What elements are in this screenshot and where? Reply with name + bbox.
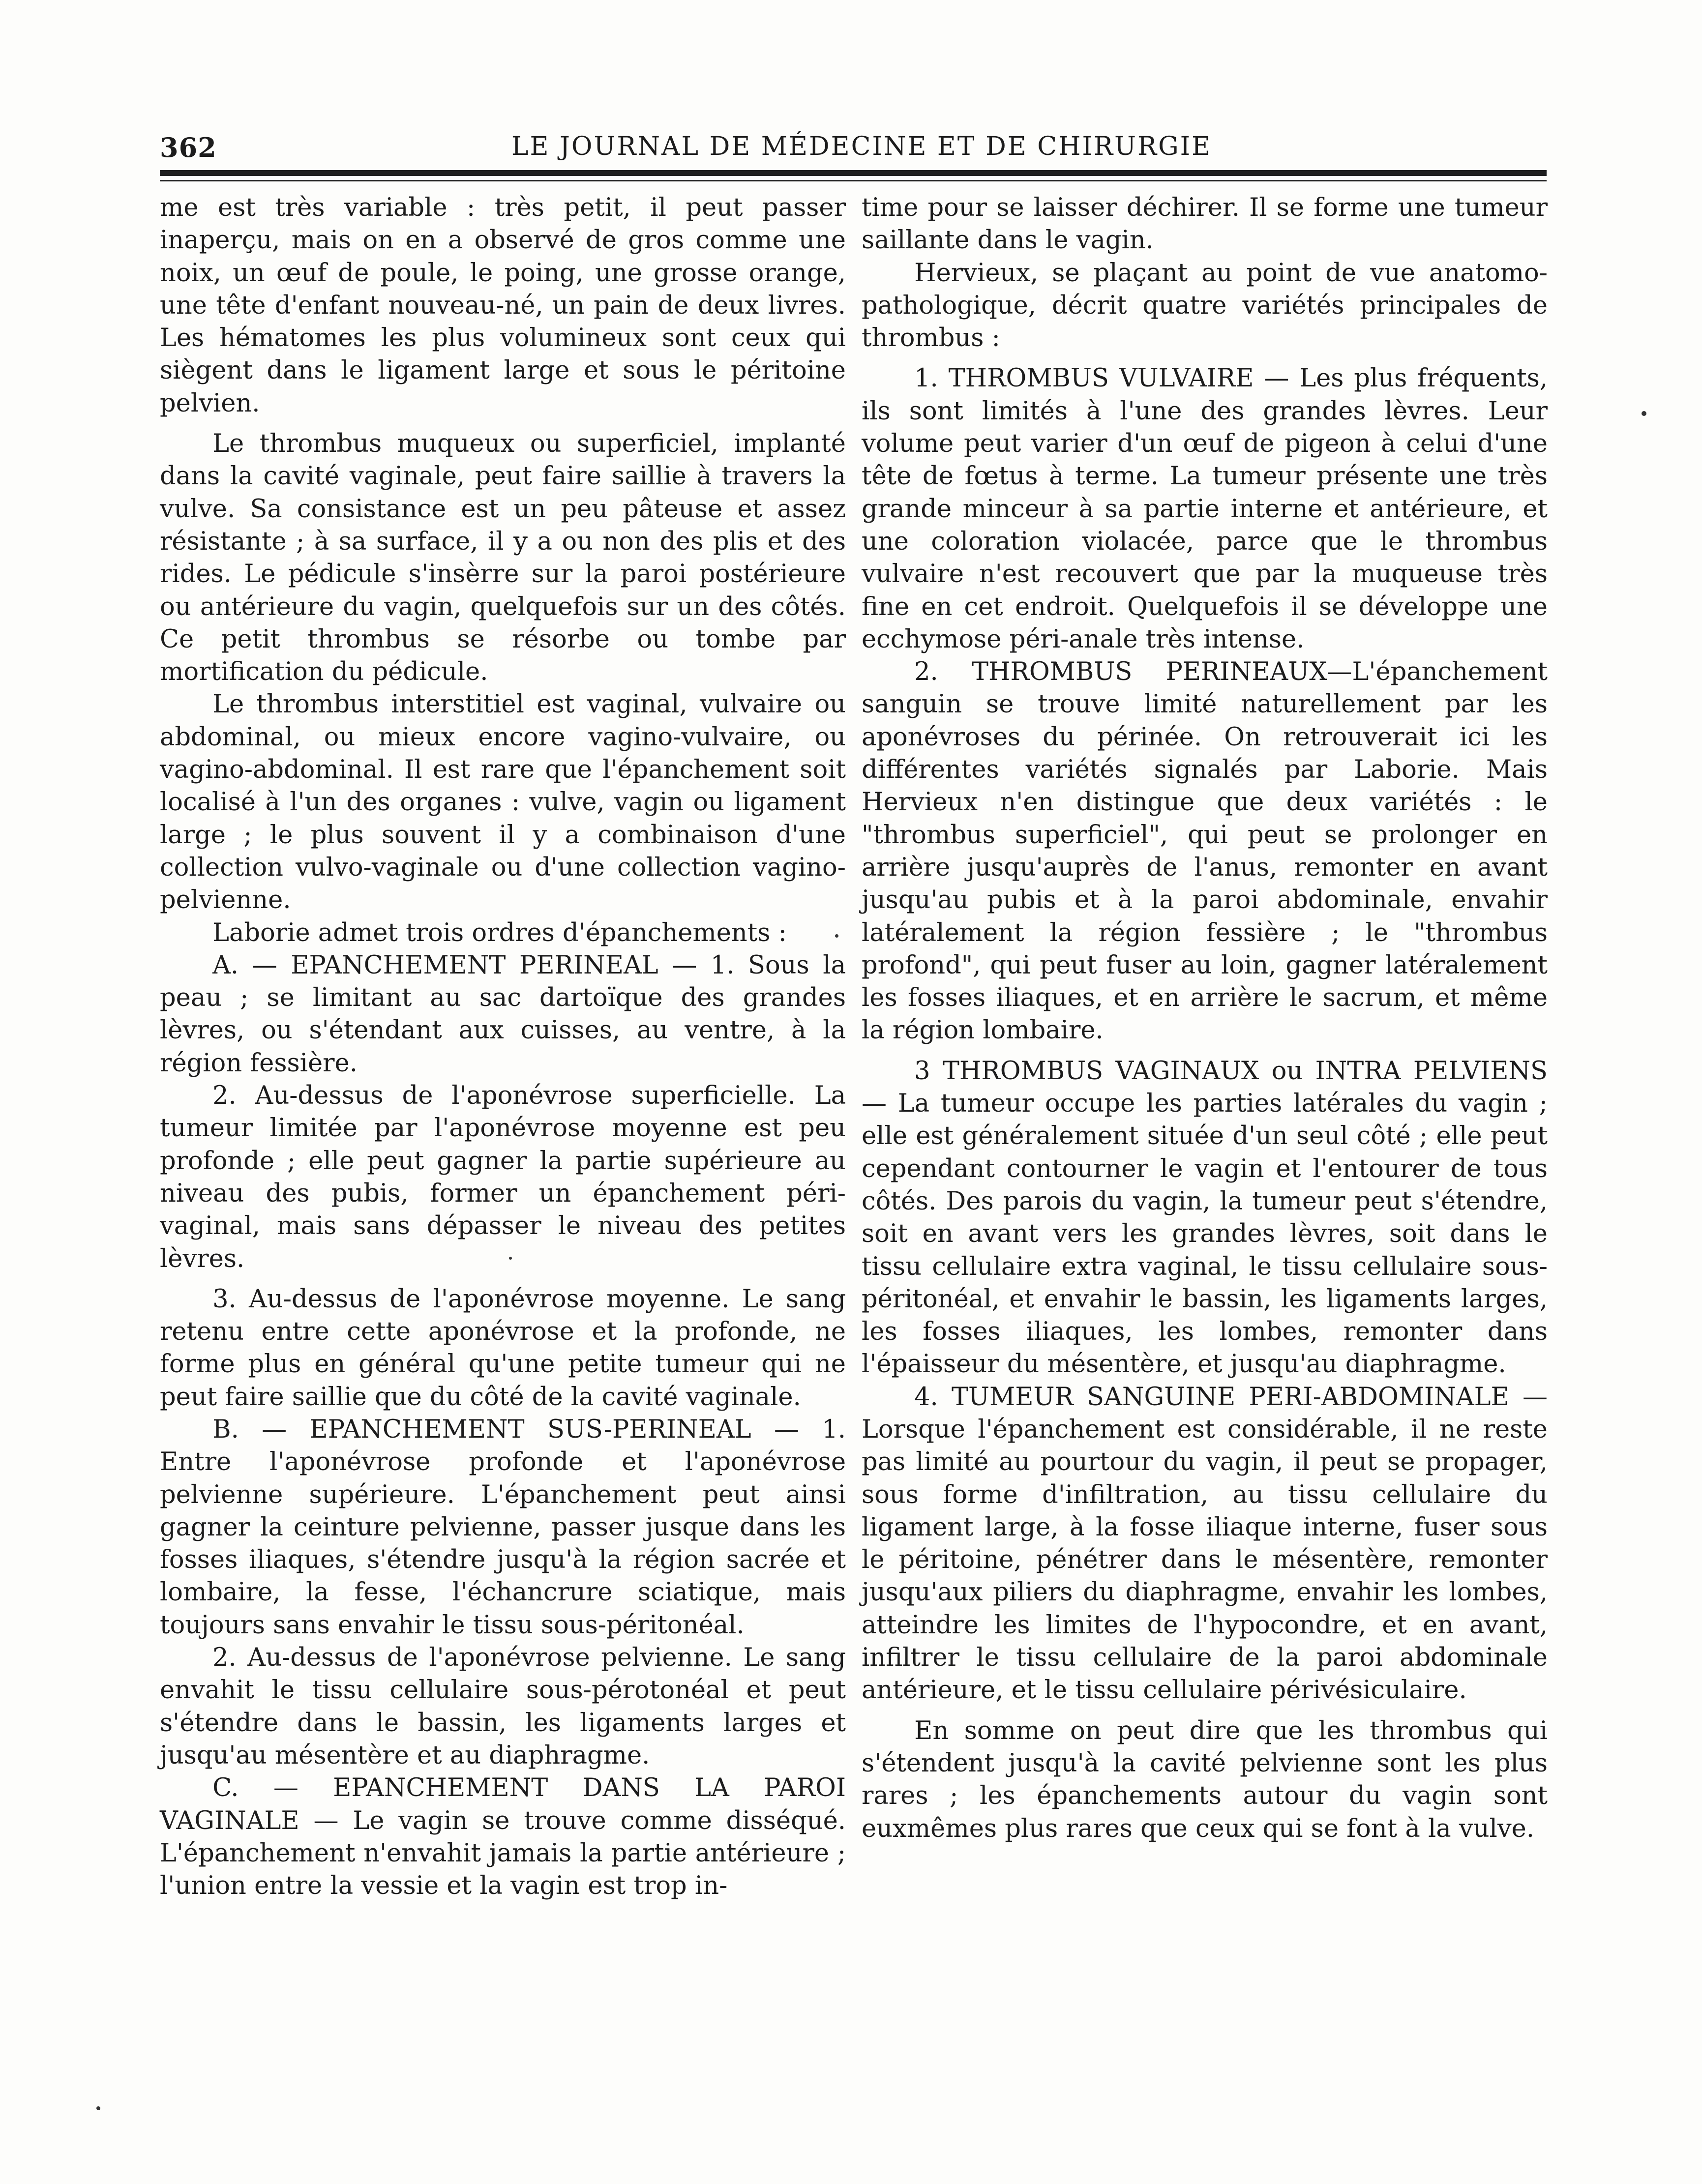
paragraph-thrombus-vaginaux: 3 THROMBUS VAGINAUX ou INTRA PELVIENS — La tumeur occupe les parties latérales du vagin ; elle est généralement située d'un seul côté ; elle peut cependant contourner le vagin et l'entourer de tous côtés. Des parois du vagin, la tumeur peut s'étendre, soit en avant vers les grandes lèvres, soit dans le tissu cellulaire extra vaginal, le tissu cellulaire sous-péritonéal, et envahir le bassin, les ligaments larges, les fosses iliaques, les lombes, remonter dans l'épaisseur du mésentère, et jusqu'au diaphragme. — [862, 1056, 1548, 1379]
paragraph-thrombus-perineaux: 2. THROMBUS PERINEAUX—L'épanchement sanguin se trouve limité naturellement par les aponévroses du périnée. On retrouverait ici les différentes variétés signalés par Laborie. Mais Hervieux n'en distingue que deux variétés : le "thrombus superficiel", qui peut se prolonger en arrière jusqu'auprès de l'anus, remonter en avant jusqu'au pubis et à la paroi abdominale, envahir latéralement la région fessière ; le "thrombus profond", qui peut fuser au loin, gagner latéralement les fosses iliaques, et en arrière le sacrum, et même la région lombaire. — [862, 657, 1548, 1045]
paragraph-tumeur-peri-abdominale: 4. TUMEUR SANGUINE PERI-ABDOMINALE — Lorsque l'épanchement est considérable, il ne reste pas limité au pourtour du vagin, il peut se propager, sous forme d'infiltration, au tissu cellulaire du ligament large, à la fosse iliaque interne, fuser sous le péritoine, pénétrer dans le mésentère, remonter jusqu'aux piliers du diaphragme, envahir les lombes, atteindre les limites de l'hypocondre, et en avant, infiltrer le tissu cellulaire de la paroi abdominale antérieure, et le tissu cellulaire périvésiculaire. — [862, 1382, 1548, 1705]
paragraph-laborie-intro: Laborie admet trois ordres d'épanchements : — [212, 918, 787, 947]
header-rule-thick — [160, 170, 1547, 176]
print-speck — [96, 2106, 100, 2110]
journal-title: LE JOURNAL DE MÉDECINE ET DE CHIRURGIE — [511, 132, 1212, 161]
paragraph-conclusion: En somme on peut dire que les thrombus qui s'étendent jusqu'à la cavité pelvienne sont les plus rares ; les épanchements autour du vagin sont euxmêmes plus rares que ceux qui se font à la vulve. — [862, 1716, 1548, 1843]
paragraph-hervieux: Hervieux, se plaçant au point de vue anatomo-pathologique, décrit quatre variétés principales de thrombus : — [862, 258, 1548, 353]
running-head — [160, 127, 1552, 171]
left-column — [160, 192, 846, 1902]
page-number: 362 — [160, 132, 217, 163]
paragraph-thrombus-vulvaire: 1. THROMBUS VULVAIRE — Les plus fréquents, ils sont limités à l'une des grandes lèvres. Leur volume peut varier d'un œuf de pigeon à celui d'une tête de fœtus à terme. La tumeur présente une très grande minceur à sa partie interne et antérieure, et une coloration violacée, parce que le thrombus vulvaire n'est recouvert que par la muqueuse très fine en cet endroit. Quelquefois il se développe une ecchymose péri-anale très intense. — [862, 364, 1548, 654]
paragraph-epanchement-perineal-1: A. — EPANCHEMENT PERINEAL — 1. Sous la peau ; se limitant au sac dartoïque des grandes lèvres, ou s'étendant aux cuisses, au ventre, à la région fessière. — [160, 950, 846, 1078]
paragraph-epanchement-paroi-vaginale: C. — EPANCHEMENT DANS LA PAROI VAGINALE — Le vagin se trouve comme disséqué. L'épanchement n'envahit jamais la partie antérieure ; l'union entre la vessie et la vagin est trop in- — [160, 1773, 846, 1901]
right-column — [862, 192, 1548, 1845]
print-speck — [509, 1257, 512, 1260]
paragraph-epanchement-perineal-2: 2. Au-dessus de l'aponévrose superficielle. La tumeur limitée par l'aponévrose moyenne est peu profonde ; elle peut gagner la partie supérieure au niveau des pubis, former un épanchement péri-vaginal, mais sans dépasser le niveau des petites lèvres. — [160, 1081, 846, 1273]
paragraph-thrombus-muqueux: Le thrombus muqueux ou superficiel, implanté dans la cavité vaginale, peut faire saillie à travers la vulve. Sa consistance est un peu pâteuse et assez résistante ; à sa surface, il y a ou non des plis et des rides. Le pédicule s'insèrre sur la paroi postérieure ou antérieure du vagin, quelquefois sur un des côtés. Ce petit thrombus se résorbe ou tombe par mortification du pédicule. — [160, 429, 846, 687]
print-speck — [835, 934, 838, 938]
paragraph-continued: me est très variable : très petit, il peut passer inaperçu, mais on en a observé de gros comme une noix, un œuf de poule, le poing, une grosse orange, une tête d'enfant nouveau-né, un pain de deux livres. Les hématomes les plus volumineux sont ceux qui siègent dans le ligament large et sous le péritoine pelvien. — [160, 193, 846, 418]
print-speck — [1642, 411, 1646, 416]
header-rule-thin — [160, 180, 1547, 181]
paragraph-thrombus-interstitiel: Le thrombus interstitiel est vaginal, vulvaire ou abdominal, ou mieux encore vagino-vulvaire, ou vagino-abdominal. Il est rare que l'épanchement soit localisé à l'un des organes : vulve, vagin ou ligament large ; le plus souvent il y a combinaison d'une collection vulvo-vaginale ou d'une collection vagino-pelvienne. — [160, 690, 846, 915]
paragraph-continued-right: time pour se laisser déchirer. Il se forme une tumeur saillante dans le vagin. — [862, 193, 1548, 255]
paragraph-epanchement-perineal-3: 3. Au-dessus de l'aponévrose moyenne. Le sang retenu entre cette aponévrose et la profonde, ne forme plus en général qu'une petite tumeur qui ne peut faire saillie que du côté de la cavité vaginale. — [160, 1284, 846, 1412]
paragraph-epanchement-sus-perineal-2: 2. Au-dessus de l'aponévrose pelvienne. Le sang envahit le tissu cellulaire sous-pérotonéal et peut s'étendre dans le bassin, les ligaments larges et jusqu'au mésentère et au diaphragme. — [160, 1643, 846, 1770]
paragraph-epanchement-sus-perineal-1: B. — EPANCHEMENT SUS-PERINEAL — 1. Entre l'aponévrose profonde et l'aponévrose pelvienne supérieure. L'épanchement peut ainsi gagner la ceinture pelvienne, passer jusque dans les fosses iliaques, s'étendre jusqu'à la région sacrée et lombaire, la fesse, l'échancrure sciatique, mais toujours sans envahir le tissu sous-péritonéal. — [160, 1415, 846, 1640]
